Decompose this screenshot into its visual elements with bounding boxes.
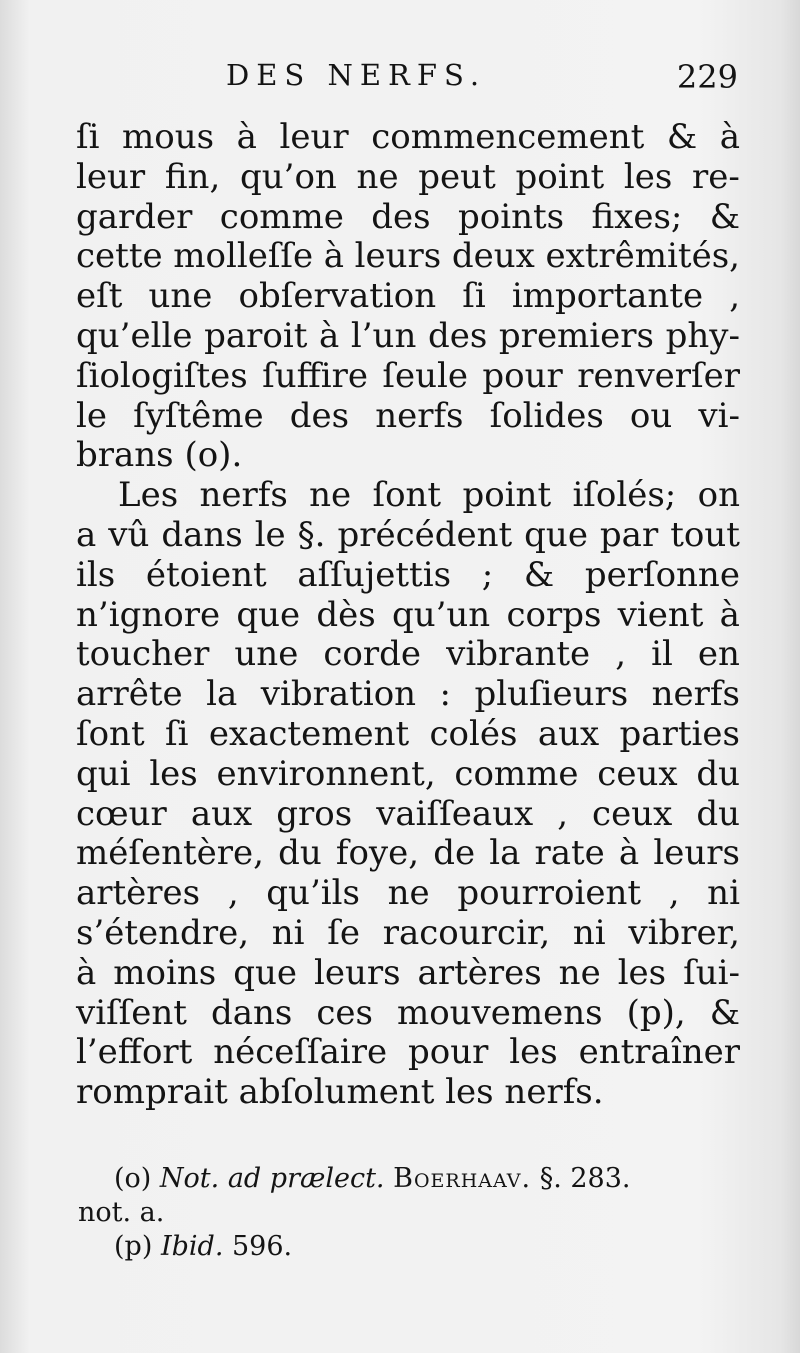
footnote-reference: Ibid. [160,1231,224,1262]
footnote-marker: (o) [114,1163,152,1194]
word: cœur [76,793,167,834]
text-line [76,237,740,277]
word: la [489,833,521,874]
word: , [729,276,740,317]
word: ſolides [489,395,604,436]
word: ne [356,156,399,197]
word: on [697,475,740,516]
word: point [462,475,552,516]
word: & [709,992,740,1033]
word: nerfs [375,395,464,436]
word: aux [537,713,600,754]
word: en [697,634,740,675]
word: ſuffire [262,355,369,396]
text-line [76,556,740,596]
word: ; [481,554,494,595]
text-line [76,874,740,914]
footnote-reference: Not. ad prælect. [159,1163,385,1194]
word: §. [297,514,326,555]
word: perſonne [584,554,740,595]
word: artères [417,952,542,993]
word: leurs [354,236,442,277]
word: tout [670,514,740,555]
word: dans [161,514,243,555]
word: (p), [626,992,686,1033]
page-header [226,58,746,102]
word: comme [219,196,344,237]
word: leur [76,156,146,197]
word: dès [316,594,376,635]
word: obſervation [238,276,437,317]
word: qu’elle [76,315,193,356]
word: à [76,952,97,993]
word: ne [309,475,352,516]
word: moins [113,952,217,993]
running-title: DES NERFS. [226,58,487,92]
word: garder [76,196,193,237]
word: ſi [76,117,100,157]
word: vibrer, [628,912,740,953]
word: comme [454,753,579,794]
word: ces [316,992,373,1033]
word: ni [707,873,740,914]
word: vient [617,594,704,635]
word: une [234,634,299,675]
word: n’ignore [76,594,221,635]
word: vi- [698,395,740,436]
text-line [76,357,740,397]
text-line [76,755,740,795]
word: nerfs [199,475,288,516]
word: ſi [164,713,189,754]
word: précédent [337,514,513,555]
word: importante [511,276,704,317]
text-line [76,397,740,437]
word: ſont [76,713,145,754]
word: les [149,753,198,794]
word: paroit [204,315,308,356]
word: entraîner [578,1032,740,1073]
word: ſiologiſtes [76,355,248,396]
word: pour [482,355,563,396]
word: ni [271,912,305,953]
text-line [76,795,740,835]
text-line [76,516,740,556]
word: phy- [665,315,740,356]
word: qu’ils [266,873,360,914]
text-line [76,118,740,158]
word: , [615,634,627,675]
word: une [148,276,213,317]
word: foye, [335,833,420,874]
word: renverſer [577,355,740,396]
word: il [651,634,673,675]
word: nerfs [651,674,740,715]
word: Les [118,475,179,516]
word: des [371,196,431,237]
footnotes [78,1162,738,1264]
word: ne [387,873,430,914]
word: rate [534,833,605,874]
text-line [76,1033,740,1073]
word: néceſſaire [213,1032,388,1073]
footnote-o [78,1162,738,1196]
text-line [76,715,740,755]
word: qui [76,753,131,794]
text-line [76,198,740,238]
word: par [599,514,659,555]
word: ſi [462,276,486,317]
text-line [76,277,740,317]
word: ceux [592,793,673,834]
word: point [515,156,605,197]
word: vaiſſeaux [376,793,534,834]
word: leurs [313,952,401,993]
word: ſeule [382,355,469,396]
footnote-section: §. 283. [539,1163,631,1194]
word: points [457,196,565,237]
word: pour [408,1032,489,1073]
word: environnent, [216,753,436,794]
word: vû [108,514,150,555]
paragraph-start-line [76,476,740,516]
word: deux [451,236,535,277]
word: eſt [76,276,123,317]
word: l’effort [76,1032,193,1073]
word: iſolés; [572,475,677,516]
word: mous [122,117,215,157]
word: de [433,833,476,874]
word: les [509,1032,558,1073]
word: molleſſe [173,236,314,277]
footnote-o-continuation: not. a. [78,1197,165,1228]
word: à [236,117,257,157]
word: ſe [327,912,360,953]
page-number: 229 [676,58,738,96]
text-line [76,635,740,675]
word: que [233,952,297,993]
word: que [236,594,301,635]
word: re- [692,156,740,197]
word: méſentère, [76,833,264,874]
word: & [523,554,555,595]
word: les [623,156,673,197]
word: premiers [498,315,654,356]
word: qu’un [391,594,491,635]
word: , [227,873,239,914]
word: , [668,873,680,914]
word: le [76,395,107,436]
word: ceux [597,753,678,794]
word: commencement [371,117,645,157]
word: le [254,514,286,555]
word: & [666,117,698,157]
word: corde [323,634,422,675]
word: racourcir, [382,912,551,953]
word: extrêmités, [545,236,740,277]
word: mouvemens [396,992,603,1033]
word: les [617,952,667,993]
word: parties [619,713,740,754]
text-line: romprait abſolument les nerfs. [76,1072,604,1113]
word: aſſujettis [297,554,452,595]
word: du [278,833,322,874]
word: à [618,833,640,874]
word: des [289,395,350,436]
word: gros [276,793,353,834]
text-line [76,914,740,954]
word: que [524,514,588,555]
word: vibrante [446,634,591,675]
word: ils [76,554,116,595]
word: à [719,594,740,635]
word: leurs [653,833,740,874]
word: du [696,753,740,794]
word: : [439,674,451,715]
word: a [76,514,97,555]
text-line [76,994,740,1034]
word: aux [190,793,253,834]
word: ni [572,912,606,953]
footnote-author: Boerhaav. [393,1163,532,1194]
text-line: brans (o). [76,435,243,476]
word: arrête [76,674,183,715]
word: viſſent [76,992,187,1033]
word: colés [429,713,518,754]
word: dans [210,992,293,1033]
word: ſui- [683,952,740,993]
word: toucher [76,634,210,675]
word: étoient [145,554,267,595]
word: vibration [260,674,417,715]
word: qu’on [239,156,337,197]
word: pourroient [457,873,642,914]
word: fin, [164,156,221,197]
footnote-marker: (p) [114,1231,153,1262]
word: ſont [372,475,442,516]
footnote-p [78,1230,738,1264]
text-line [76,596,740,636]
word: peut [418,156,496,197]
text-line [76,834,740,874]
body-text [76,118,740,1113]
word: du [696,793,740,834]
word: des [427,315,488,356]
word: corps [506,594,602,635]
footnote-page: 596. [232,1231,293,1262]
word: ou [629,395,673,436]
word: cette [76,236,163,277]
word: , [557,793,569,834]
word: s’étendre, [76,912,250,953]
word: ne [558,952,601,993]
word: leur [279,117,349,157]
word: pluſieurs [474,674,629,715]
word: à [323,236,345,277]
word: l’un [350,315,417,356]
text-line [76,675,740,715]
word: artères [76,873,201,914]
word: la [206,674,238,715]
word: ſyſtême [133,395,264,436]
text-line [76,954,740,994]
text-line [76,158,740,198]
word: & [709,196,740,237]
word: fixes; [591,196,683,237]
word: à [719,117,740,157]
word: à [318,315,340,356]
word: exactement [208,713,410,754]
text-line [76,317,740,357]
